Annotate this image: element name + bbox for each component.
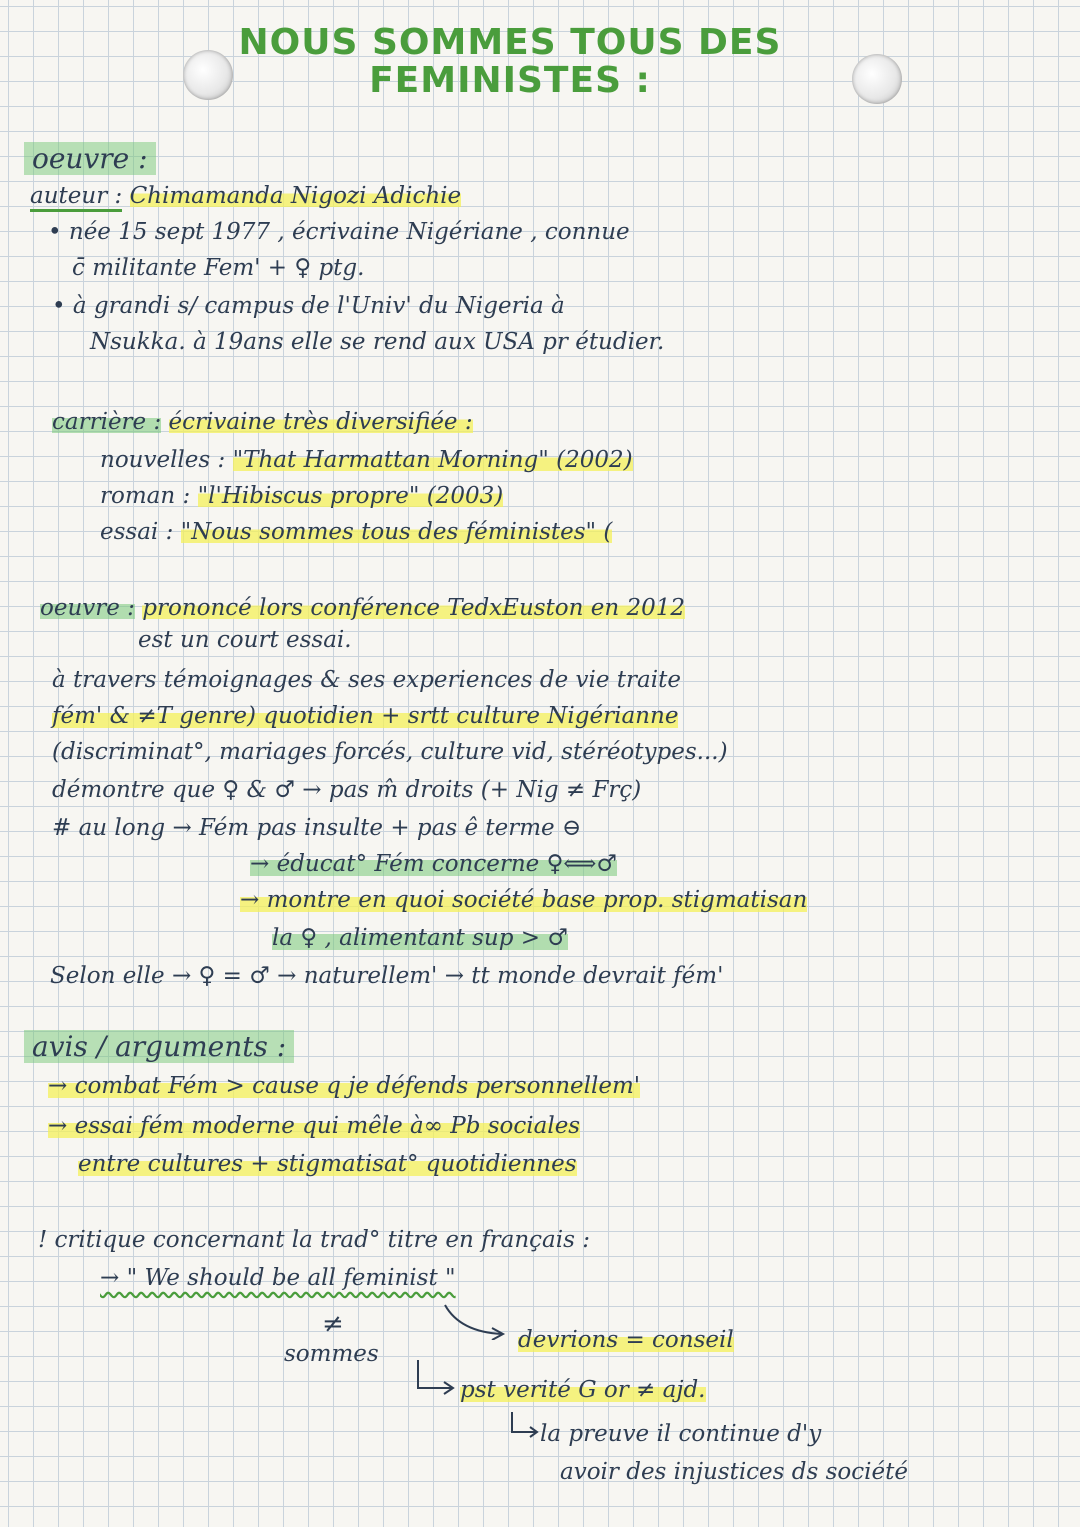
preuve-line-2: avoir des injustices ds société: [560, 1459, 908, 1485]
oeuvre-detail-line-3: à travers témoignages & ses experiences de vie traite: [52, 667, 681, 693]
carriere-item-3: [100, 518, 612, 546]
critique-line: ! critique concernant la trad° titre en français :: [38, 1227, 590, 1253]
carriere-item-1: [100, 446, 633, 474]
oeuvre-detail-line-11: Selon elle → ♀ = ♂ → naturellem' → tt monde devrait fém': [50, 963, 724, 989]
oeuvre-detail-row: [40, 594, 685, 622]
oeuvre-detail-label: oeuvre :: [40, 595, 135, 621]
carriere-row: [52, 408, 473, 436]
auteur-name: Chimamanda Nigozi Adichie: [129, 183, 462, 209]
carriere-item-value: "Nous sommes tous des féministes" (: [180, 519, 613, 545]
critique-quote: [100, 1264, 456, 1292]
carriere-item-2: [100, 482, 503, 510]
oeuvre-line-2: c̄ militante Fem' + ♀ ptg.: [72, 255, 365, 281]
oeuvre-detail-line-9: → montre en quoi société base prop. stigmatisan: [240, 887, 808, 913]
neq-symbol: ≠: [322, 1309, 344, 1339]
avis-line-1: → combat Fém > cause q je défends personnellem': [48, 1073, 641, 1099]
oeuvre-detail-line-10: la ♀ , alimentant sup > ♂: [272, 925, 568, 951]
preuve-line-1: la preuve il continue d'y: [540, 1421, 822, 1447]
carriere-label: carrière :: [52, 409, 162, 435]
critique-quote-text: → " We should be all feminist ": [100, 1265, 456, 1291]
carriere-item-label: roman :: [100, 483, 191, 509]
carriere-item-value: "l'Hibiscus propre" (2003): [197, 483, 504, 509]
page-title-line2: FEMINISTES :: [369, 60, 651, 101]
oeuvre-heading: oeuvre :: [24, 142, 156, 175]
page-title-line1: NOUS SOMMES TOUS DES: [238, 22, 782, 63]
avis-line-3: entre cultures + stigmatisat° quotidiennes: [78, 1151, 577, 1177]
auteur-row: [30, 182, 461, 210]
verite-text: pst verité G or ≠ ajd.: [460, 1377, 706, 1403]
oeuvre-detail-line-6: démontre que ♀ & ♂ → pas m̂ droits (+ Nig ≠ Frç): [52, 777, 642, 803]
oeuvre-detail-line-7: # au long → Fém pas insulte + pas ê terme ⊖: [52, 815, 582, 841]
avis-line-2: → essai fém moderne qui mêle à∞ Pb sociales: [48, 1113, 581, 1139]
arrow-right-icon: [440, 1300, 510, 1340]
avis-heading: avis / arguments :: [24, 1030, 294, 1063]
carriere-item-label: essai :: [100, 519, 174, 545]
auteur-label: auteur :: [30, 183, 122, 212]
carriere-item-value: "That Harmattan Morning" (2002): [232, 447, 633, 473]
oeuvre-line-1: • née 15 sept 1977 , écrivaine Nigériane , connue: [48, 219, 630, 245]
oeuvre-line-4: Nsukka. à 19ans elle se rend aux USA pr étudier.: [90, 329, 665, 355]
carriere-text: écrivaine très diversifiée :: [168, 409, 473, 435]
arrow-down-right-icon: [412, 1358, 462, 1398]
sommes-word: sommes: [284, 1341, 379, 1367]
oeuvre-detail-line-8: → éducat° Fém concerne ♀⟺♂: [250, 851, 617, 877]
oeuvre-detail-line-1: prononcé lors conférence TedxEuston en 2012: [142, 595, 686, 621]
oeuvre-line-3: • à grandi s/ campus de l'Univ' du Nigeria à: [52, 293, 565, 319]
oeuvre-detail-line-2: est un court essai.: [138, 627, 352, 653]
devrions-text: devrions = conseil: [518, 1327, 734, 1353]
oeuvre-detail-line-5: (discriminat°, mariages forcés, culture vid, stéréotypes...): [52, 739, 728, 765]
carriere-item-label: nouvelles :: [100, 447, 226, 473]
oeuvre-detail-line-4: fém' & ≠T genre) quotidien + srtt culture Nigérianne: [52, 703, 679, 729]
